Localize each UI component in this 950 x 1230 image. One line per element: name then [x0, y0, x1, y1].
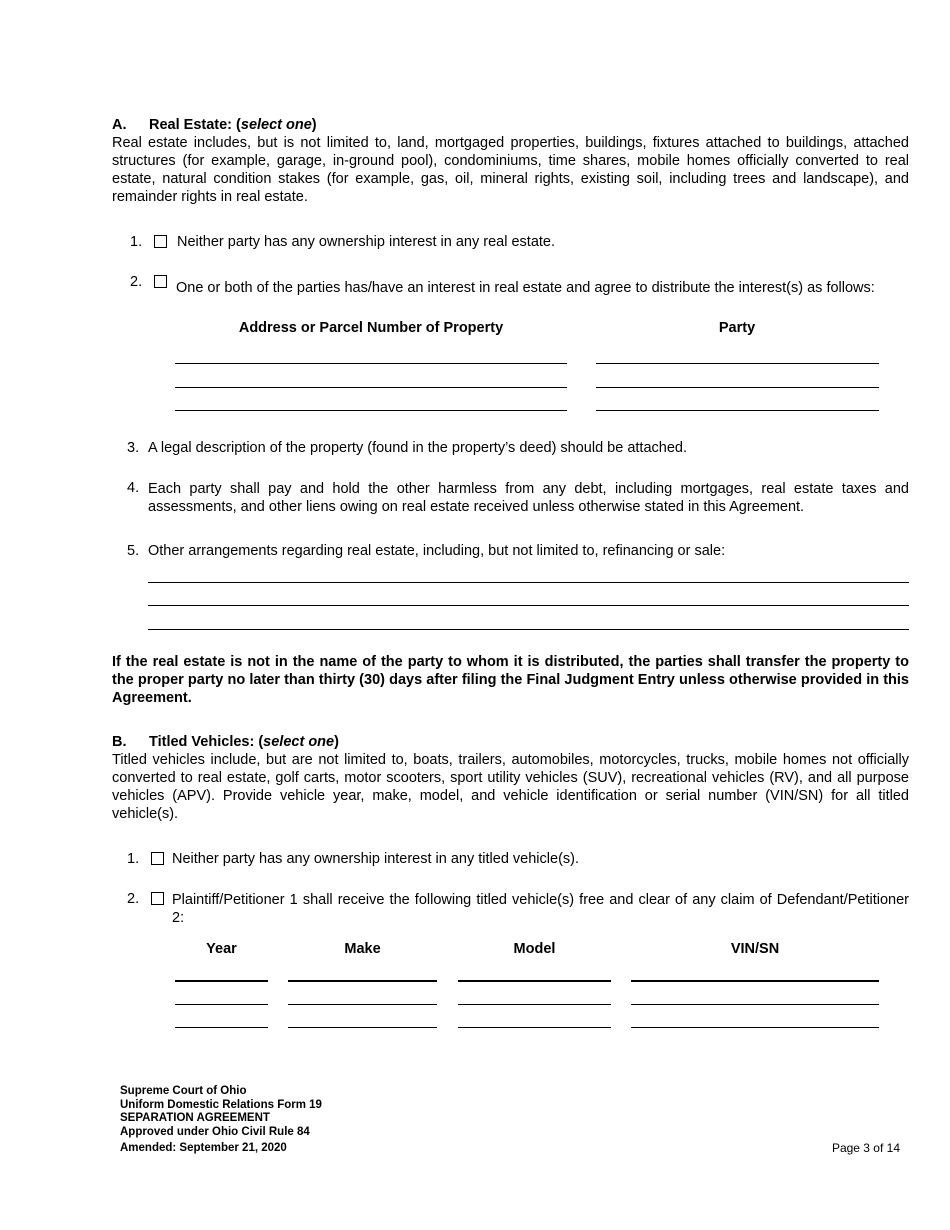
- footer-court: Supreme Court of Ohio: [120, 1085, 247, 1097]
- other-arrangements-line-2[interactable]: [148, 605, 909, 606]
- model-input-line-1[interactable]: [458, 980, 611, 982]
- a-item-2-checkbox[interactable]: [154, 275, 167, 288]
- model-input-line-3[interactable]: [458, 1027, 611, 1028]
- footer-amended: Amended: September 21, 2020: [120, 1141, 287, 1154]
- section-a-title: Real Estate: (: [149, 117, 241, 133]
- address-input-line-1[interactable]: [175, 363, 567, 364]
- a-item-1-num: 1.: [130, 234, 143, 250]
- b-item-1-text: Neither party has any ownership interest in any titled vehicle(s).: [172, 851, 579, 867]
- a-item-5-num: 5.: [127, 543, 140, 559]
- a-item-3-text: A legal description of the property (found in the property’s deed) should be attached.: [148, 440, 687, 456]
- a-item-3-num: 3.: [127, 440, 140, 456]
- a-item-1: [130, 234, 142, 250]
- a-item-2-num: 2.: [130, 274, 143, 290]
- section-b-description: Titled vehicles include, but are not limited to, boats, trailers, automobiles, motorcycles, trucks, mobile homes not officially converted to real estate, golf carts, motor scooters, sport utility vehicles (SUV), recreational vehicles (RV), and all purpose vehicles (APV). Provide vehicle year, make, model, and vehicle identification or serial number (VIN/SN) for all titled vehicle(s).: [112, 752, 909, 822]
- b-item-2-checkbox[interactable]: [151, 892, 164, 905]
- section-a-title-em: select one: [240, 117, 312, 133]
- year-input-line-2[interactable]: [175, 1004, 268, 1005]
- address-input-line-3[interactable]: [175, 410, 567, 411]
- section-b-title-close: ): [334, 734, 339, 750]
- b-item-1-checkbox[interactable]: [151, 852, 164, 865]
- make-input-line-3[interactable]: [288, 1027, 437, 1028]
- b-table-header-vin: VIN/SN: [730, 941, 780, 957]
- section-b-letter: B.: [112, 734, 127, 750]
- section-a-title-close: ): [311, 117, 317, 133]
- section-b-title-em: select one: [263, 734, 335, 750]
- section-b-title: Titled Vehicles: (: [149, 734, 264, 750]
- address-input-line-2[interactable]: [175, 387, 567, 388]
- section-a-letter: A.: [112, 117, 127, 133]
- a-item-2-text: One or both of the parties has/have an interest in real estate and agree to distribute the interest(s) as follows:: [176, 280, 875, 296]
- section-b-heading: [112, 734, 339, 750]
- b-table-header-make: Make: [344, 941, 381, 957]
- footer-form-number: Uniform Domestic Relations Form 19: [120, 1098, 322, 1111]
- form-footer: [120, 1085, 322, 1156]
- page-number: Page 3 of 14: [831, 1141, 900, 1155]
- other-arrangements-line-3[interactable]: [148, 629, 909, 630]
- section-a-heading: [112, 117, 317, 133]
- b-table-header-year: Year: [206, 941, 237, 957]
- b-item-2-text: Plaintiff/Petitioner 1 shall receive the following titled vehicle(s) free and clear of any claim of Defendant/Petitioner 2:: [172, 892, 909, 926]
- vin-input-line-1[interactable]: [631, 980, 879, 982]
- model-input-line-2[interactable]: [458, 1004, 611, 1005]
- other-arrangements-line-1[interactable]: [148, 582, 909, 583]
- section-a-description: Real estate includes, but is not limited to, land, mortgaged properties, buildings, fixtures attached to buildings, attached structures (for example, garage, in-ground pool), condominiums, time shares, mobile homes officially converted to real estate, natural condition stakes (for example, gas, oil, mineral rights, existing soil, including trees and landscape), and remainder rights in real estate.: [112, 135, 909, 205]
- b-table-header-model: Model: [513, 941, 556, 957]
- a-table-header-party: Party: [718, 320, 756, 336]
- b-item-2-num: 2.: [127, 891, 140, 907]
- party-input-line-3[interactable]: [596, 410, 879, 411]
- a-item-4-text: Each party shall pay and hold the other harmless from any debt, including mortgages, real estate taxes and assessments, and other liens owing on real estate received unless otherwise stated in this Agreement.: [148, 481, 909, 515]
- footer-approval: Approved under Ohio Civil Rule 84: [120, 1126, 310, 1139]
- a-item-1-checkbox[interactable]: [154, 235, 167, 248]
- party-input-line-2[interactable]: [596, 387, 879, 388]
- vin-input-line-2[interactable]: [631, 1004, 879, 1005]
- make-input-line-2[interactable]: [288, 1004, 437, 1005]
- footer-form-title: SEPARATION AGREEMENT: [120, 1112, 270, 1125]
- year-input-line-1[interactable]: [175, 980, 268, 982]
- a-item-1-text: Neither party has any ownership interest in any real estate.: [177, 234, 556, 250]
- make-input-line-1[interactable]: [288, 980, 437, 982]
- a-table-header-address: Address or Parcel Number of Property: [238, 320, 504, 336]
- year-input-line-3[interactable]: [175, 1027, 268, 1028]
- party-input-line-1[interactable]: [596, 363, 879, 364]
- transfer-notice: If the real estate is not in the name of the party to whom it is distributed, the parties shall transfer the property to the proper party no later than thirty (30) days after filing the Final Judgment Entry unless otherwise provided in this Agreement.: [112, 654, 909, 706]
- vin-input-line-3[interactable]: [631, 1027, 879, 1028]
- a-item-4-num: 4.: [127, 480, 140, 496]
- a-item-5-text: Other arrangements regarding real estate, including, but not limited to, refinancing or sale:: [148, 543, 726, 559]
- b-item-1-num: 1.: [127, 851, 140, 867]
